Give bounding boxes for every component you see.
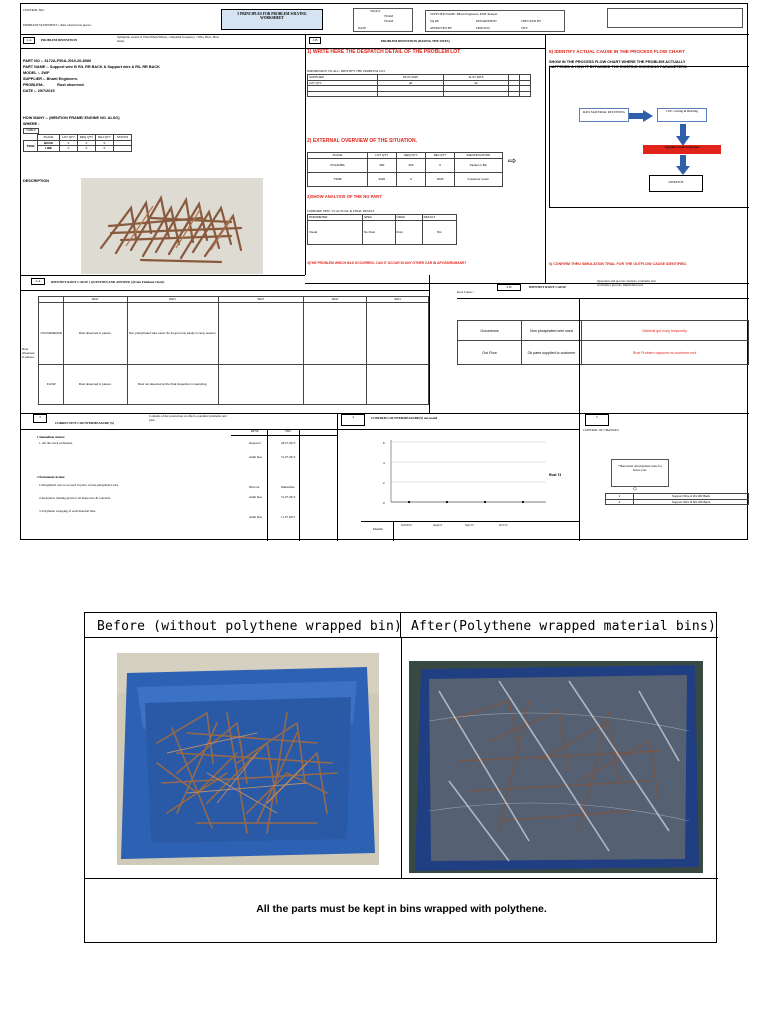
table-cell: 0 xyxy=(78,140,96,146)
table-cell: Ok parts supplied to customer xyxy=(522,341,582,365)
arrow-down-icon xyxy=(676,124,690,146)
worksheet-title-box xyxy=(221,9,323,30)
permanent-label: 2 Permanent Action: xyxy=(37,475,66,479)
row-label: SITE xyxy=(521,26,528,30)
table-cell: 0 xyxy=(60,146,78,152)
tdc-header: TDC xyxy=(285,429,292,433)
table-header: LOT QTY xyxy=(368,153,397,159)
table-cell: Occurrence xyxy=(458,321,522,341)
tdc-cell: 31.07.2015 xyxy=(281,495,296,499)
table-row xyxy=(21,364,429,404)
y-tick: 2 xyxy=(383,481,385,485)
table-cell: Material got rusty frequently. xyxy=(582,321,749,341)
worksheet xyxy=(20,3,748,540)
root-cause-table xyxy=(457,320,749,365)
row-label: SQ DE xyxy=(430,19,440,23)
table-cell: Non phosphated wire used xyxy=(522,321,582,341)
ng-sub: COMPARE SPEC VS ACTUAL & FINAL RESULT xyxy=(307,209,375,213)
countermeasure-note: Contents of the production of effects, potential problems and plan xyxy=(149,414,227,422)
model: MODEL :- 2WF xyxy=(23,71,50,75)
table-cell: 1 xyxy=(606,494,634,500)
flow-desc: SHOW IN THE PROCESS FLOW CHART WHERE THE PROBLEM ACTUALLY HAPPENED & HOW IT BYPASSED THE EXISTING CHECKING PARAMETERS. xyxy=(549,60,688,69)
problem-statement: PROBLEM STATEMENT = Rust observed in pieces. xyxy=(23,23,92,27)
where-table xyxy=(23,134,132,152)
ng-title: 3)SHOW ANALYSIS OF THE NG PART xyxy=(307,194,382,199)
chart-legend: Rust 74 xyxy=(549,473,561,477)
immediate-label: 1 Immediate Action: xyxy=(37,435,65,439)
resp-cell: Inspector xyxy=(249,441,261,445)
table-cell: 0 xyxy=(60,140,78,146)
after-caption: After(Polythene wrapped material bins) xyxy=(411,619,717,634)
table-cell: No Rust xyxy=(363,220,396,244)
effectiveness-chart xyxy=(361,434,561,524)
table-header: WHY xyxy=(304,297,367,303)
horizontal-dev-note xyxy=(611,459,669,487)
table-cell: Out Flow xyxy=(458,341,522,365)
supplier: SUPPLIER :- Bharti Engineers. xyxy=(23,77,79,81)
flow-box-label: RAW MATERIAL RECEIVING xyxy=(583,110,625,114)
despatch-title: 1) WRITE HERE THE DESPATCH DETAIL OF THE PROBLEM LOT xyxy=(307,49,461,55)
before-bin-illustration xyxy=(117,653,379,865)
table-header: RESULT xyxy=(422,215,456,221)
table-cell: all xyxy=(378,80,444,86)
table-row xyxy=(308,220,457,244)
table-row xyxy=(24,146,132,152)
flow-box-dispatch xyxy=(649,175,703,192)
table-cell: BOOK xyxy=(38,140,60,146)
y-tick: 4 xyxy=(383,461,385,465)
tools-cell: DATE xyxy=(358,26,367,30)
after-bin-illustration xyxy=(409,661,703,873)
table-cell: 2 xyxy=(606,499,634,505)
month-cell: Aug'15 xyxy=(433,523,443,527)
table-header: WHY xyxy=(63,297,127,303)
supplier-info-box xyxy=(425,10,565,32)
table-cell xyxy=(308,91,378,97)
section-index: 1-A xyxy=(23,37,35,44)
flow-box-cnc xyxy=(657,108,707,122)
chart-point xyxy=(408,501,410,503)
table-cell: Rust Problem captured at customer end. xyxy=(582,341,749,365)
table-header: REQ QTY xyxy=(78,135,96,141)
row-label: CHECKED BY xyxy=(521,19,542,23)
occurred-title: 4)THE PROBLEM WHICH HAS OCCURRED. CAN IT OCCUR IN ANY OTHER CAR IN APVGB/RUMANR? xyxy=(307,261,467,265)
chart-point xyxy=(484,501,486,503)
flow-box-label: Supplier Final Inspection xyxy=(664,145,700,149)
ng-table xyxy=(307,214,457,245)
external-title: 2) EXTERNAL OVERVIEW OF THE SITUATION. xyxy=(307,138,418,144)
table-cell: LINE xyxy=(38,146,60,152)
approval-box xyxy=(607,8,743,28)
chart-point xyxy=(522,501,524,503)
flow-box-label: DISPATCH xyxy=(668,180,684,184)
table-cell: Support Wire B R/L RR Back xyxy=(634,499,749,505)
comparison-footer: All the parts must be kept in bins wrapped with polythene. xyxy=(256,903,547,915)
table-cell: Rust not detected at the final inspection in sampling. xyxy=(127,364,218,404)
table-row xyxy=(308,91,531,97)
permanent-item: 1.Phosphated wire to be used in place of non-phosphated wire. xyxy=(39,483,119,487)
table-cell: Rust xyxy=(395,220,422,244)
table-cell: 11.07.2015 xyxy=(443,75,508,81)
table-cell: 3226 xyxy=(426,172,454,186)
month-cell: Sep'15 xyxy=(465,523,474,527)
section-label: CONTROL OF CHANGES xyxy=(583,428,619,432)
symptom-note: Symptom, extent of Who/When/Where, complaint frequency : Who, How, How many. xyxy=(117,35,219,43)
chart-point xyxy=(446,501,448,503)
tools-cell: TEAM xyxy=(384,14,394,18)
table-cell: Rust observed in pieces. xyxy=(63,302,127,364)
table-cell: 0 xyxy=(96,146,114,152)
horizontal-dev-text: *Horizontal development done for below part. xyxy=(618,464,662,472)
table-cell: 03.07.2015 xyxy=(378,75,444,81)
section-label: PROBLEM DEFINITION (BASING THE SITES) xyxy=(381,39,450,43)
table-cell: SUPPLIER xyxy=(308,75,378,81)
how-many: HOW MANY :- (MENTION FRAME/ ENGINE NO. ALSO) xyxy=(23,116,120,120)
arrow-down-icon xyxy=(676,155,690,175)
after-caption-cell xyxy=(401,613,718,638)
table-header: WHY xyxy=(218,297,303,303)
after-bin-photo xyxy=(409,661,703,873)
table-cell: Non phosphated wire used. So its got rusty easily in rainy season. xyxy=(127,302,218,364)
table-cell xyxy=(114,146,132,152)
table-row xyxy=(458,341,749,365)
part-no: PART NO :- 6172A-F50A-J010-20-8080 xyxy=(23,59,92,63)
control-no: CONTROL NO.: xyxy=(23,8,46,12)
month-cell: Oct'15 xyxy=(499,523,508,527)
immediate-item: 1. All the stock rechecked. xyxy=(39,441,73,445)
resp-header: RESP xyxy=(251,429,259,433)
table-cell: all xyxy=(443,80,508,86)
simulation-title: 6) CONFIRM THRU SIMULATION TRIAL FOR THE OUTFLOW CAUSE IDENTIFIED. xyxy=(549,262,688,266)
table-header: SPEC xyxy=(363,215,396,221)
rust-wire-photo xyxy=(81,178,263,274)
tdc-cell: 28.07.2015 xyxy=(281,441,296,445)
table-cell: TSDB xyxy=(24,140,38,151)
table-cell: 0 xyxy=(396,172,426,186)
table-row xyxy=(606,499,749,505)
month-cell: Jul'2015 xyxy=(401,523,412,527)
table-cell: FLOW xyxy=(39,364,64,404)
tdc-cell: 11.07.2015 xyxy=(281,515,296,519)
before-caption-cell xyxy=(85,613,401,638)
arrow-right-icon xyxy=(629,110,653,122)
section-label: PROBLEM DEFINITION xyxy=(41,38,78,42)
table-header: LOT QTY xyxy=(60,135,78,141)
tdc-cell: 31.07.2015 xyxy=(281,455,296,459)
table-header: REQ QTY xyxy=(396,153,426,159)
table-cell: 300 xyxy=(368,158,397,172)
table-header: ORIGI xyxy=(395,215,422,221)
before-caption: Before (without polythene wrapped bin) xyxy=(97,619,403,634)
table-cell: TSDB xyxy=(308,172,368,186)
resp-cell: Ankit Rao xyxy=(249,455,263,459)
resp-cell: Ankit Rao xyxy=(249,515,263,519)
table-cell: Visual xyxy=(308,220,363,244)
why-table xyxy=(21,296,429,405)
table-cell: Rust observed in pieces. xyxy=(63,364,127,404)
supplier-info: SUPPLIER NAME: Bharti Engineers, KMT Ikanpur xyxy=(430,12,498,16)
description-label: DESCRIPTION xyxy=(23,179,49,183)
section-index: 4 xyxy=(341,414,365,426)
comparison-footer-cell xyxy=(85,879,718,943)
table-row xyxy=(458,321,749,341)
table-row xyxy=(308,158,503,172)
table-label: TABLE xyxy=(23,128,39,134)
flow-box-label: CNC Cutting & Bending xyxy=(666,109,698,113)
worksheet-title: 5 PRINCIPLES FOR PROBLEM SOLVING WORKSHEET xyxy=(237,12,307,21)
permanent-item: 3. Polythene wrapping of each material bins. xyxy=(39,509,97,513)
table-header: WHY xyxy=(127,297,218,303)
table-cell: 300 xyxy=(396,158,426,172)
why-side-label: Rust observed in pieces. xyxy=(22,347,35,359)
table-header: PARAMETER xyxy=(308,215,363,221)
row-label: PROCESS xyxy=(476,26,490,30)
problem: PROBLEM:- Rust observed. xyxy=(23,83,85,87)
chart-grid xyxy=(391,442,546,482)
section-index: 1-B xyxy=(309,37,321,44)
section-index: 5 xyxy=(585,414,609,426)
section-label: CONFIRM COUNTERMEASURE(S) not tested xyxy=(371,416,438,420)
y-tick: 6 xyxy=(383,441,385,445)
external-table xyxy=(307,152,503,187)
table-header: IDENTIFICATION xyxy=(454,153,502,159)
chart-y-ticks xyxy=(383,441,385,505)
table-cell: OCCURRENCE xyxy=(39,302,64,364)
flow-title: 5) IDENTIFY ACTUAL CAUSE IN THE PROCESS FLOW CHART xyxy=(549,49,685,54)
root-cause-label: Root Cause :- xyxy=(457,290,475,294)
table-cell: 0 xyxy=(78,146,96,152)
section-index: 2-B xyxy=(497,284,521,291)
table-header: PLACE xyxy=(38,135,60,141)
tools-box xyxy=(353,8,413,32)
y-tick: 0 xyxy=(383,501,385,505)
table-cell: 0 xyxy=(426,158,454,172)
table-header: WHY xyxy=(367,297,429,303)
table-cell: NG xyxy=(422,220,456,244)
table-cell: LOT QTY xyxy=(308,80,378,86)
row-label: APPROVED BY xyxy=(430,26,453,30)
section-label: CORRECTIVE COUNTERMEASURE (S) xyxy=(55,421,114,425)
table-header: REJ QTY xyxy=(426,153,454,159)
table-cell: Customer return xyxy=(454,172,502,186)
despatch-sub: IMPORTANCE TO ALL: IDENTIFY THE PROBLEM LOT xyxy=(307,69,386,73)
rust-wire-illustration xyxy=(81,178,263,274)
tdc-cell: Immediate xyxy=(281,485,295,489)
section-index: 2-A xyxy=(31,278,45,285)
row-label: DEPARTMENT xyxy=(476,19,497,23)
horizontal-dev-table xyxy=(605,493,749,505)
table-header: PLACE xyxy=(308,153,368,159)
part-name: PART NAME :- Support wire B R/L RR BACK & Support wire A R/L RR BACK xyxy=(23,65,160,69)
comparison-panel xyxy=(84,612,717,943)
table-cell: 3226 xyxy=(368,172,397,186)
section-label: IDENTIFY ROOT CAUSE xyxy=(529,285,567,289)
table-header: REJ QTY xyxy=(96,135,114,141)
date: DATE :- 29/7/2015 xyxy=(23,89,55,93)
table-row xyxy=(21,302,429,364)
despatch-table xyxy=(307,74,531,97)
permanent-item: 2.Awareness training given to all inspectors & concerns. xyxy=(39,496,111,500)
table-cell: Support Wire A R/L RR Back xyxy=(634,494,749,500)
root-cause-note: Operation and process analysis, problems and occurrence process. Implication test xyxy=(597,279,656,287)
before-bin-photo xyxy=(117,653,379,865)
tools-label: TOOLS xyxy=(370,9,381,13)
arrow-right-icon: ⇨ xyxy=(508,156,517,167)
tools-cell: TEAM xyxy=(384,19,394,23)
table-cell: POLANBA xyxy=(308,158,368,172)
table-row xyxy=(308,172,503,186)
resp-cell: Director xyxy=(249,485,260,489)
section-index: 3 xyxy=(33,414,47,423)
section-label: IDENTIFY ROOT CAUSE ( QUESTION AND ANSWER ) (From Fishbone Chart) xyxy=(51,280,165,284)
diamond-icon: ◇ xyxy=(633,486,637,492)
where-label: WHERE : xyxy=(23,122,40,126)
flow-box-raw-material xyxy=(579,108,629,122)
resp-cell: Ankit Rao xyxy=(249,495,263,499)
flow-box-final-inspection xyxy=(643,145,721,154)
table-cell: 0 xyxy=(96,140,114,146)
table-cell: Packet in Bin xyxy=(454,158,502,172)
months-label: Months xyxy=(373,527,383,531)
table-header: STATUS xyxy=(114,135,132,141)
